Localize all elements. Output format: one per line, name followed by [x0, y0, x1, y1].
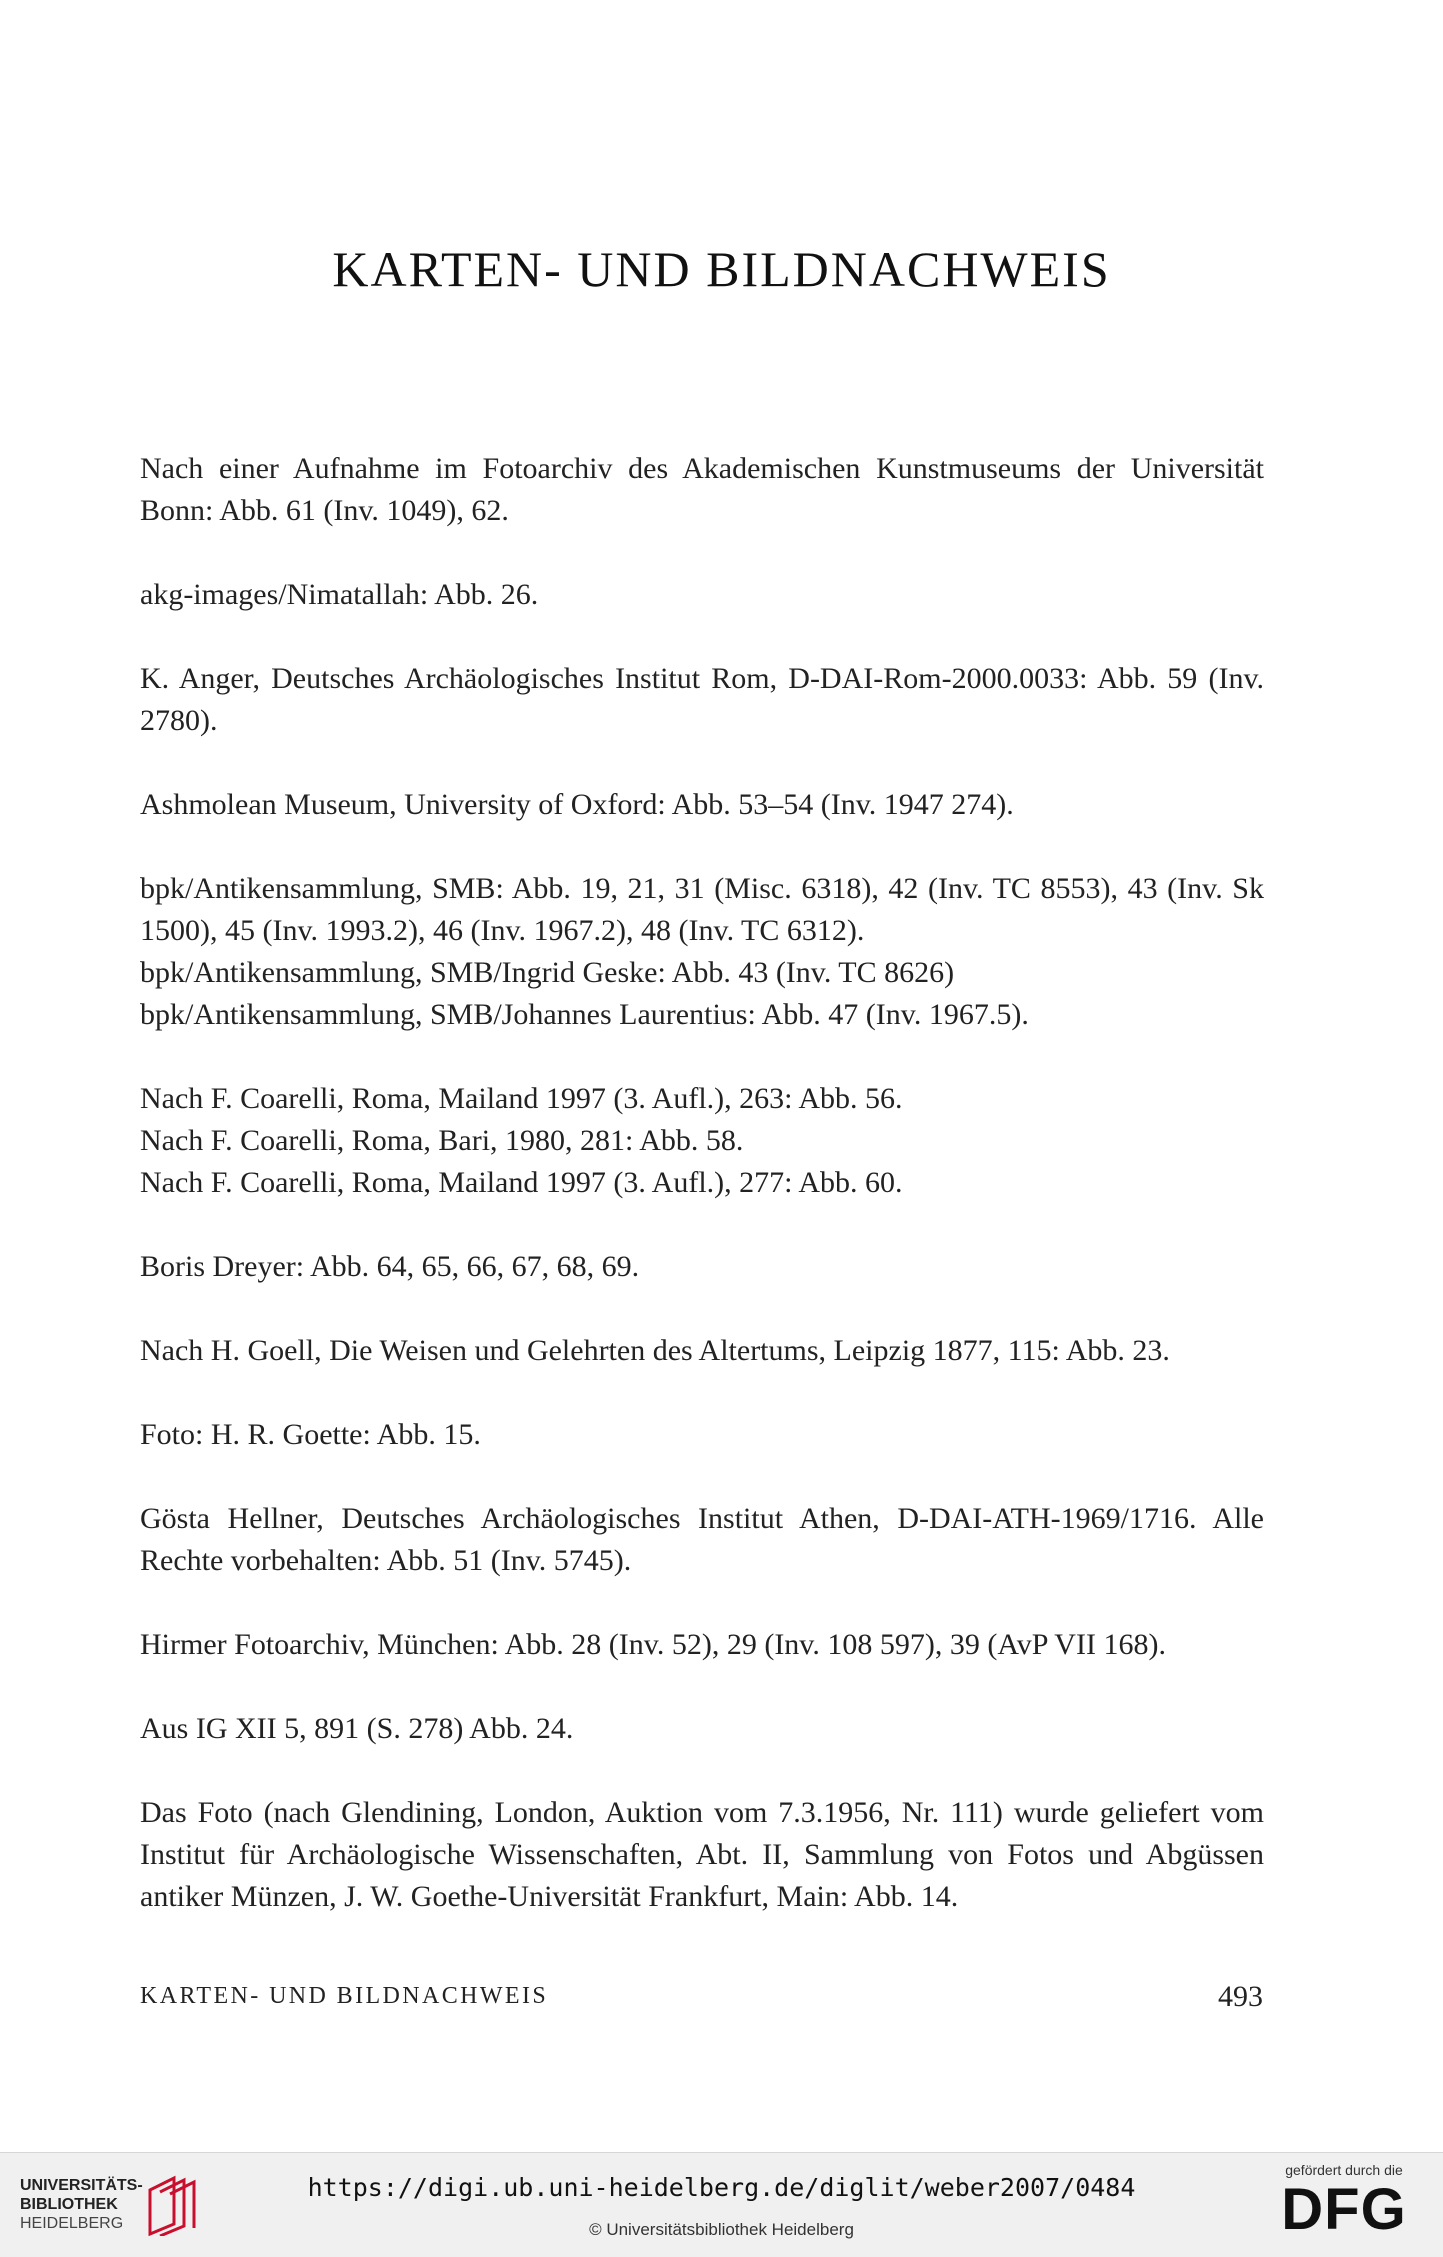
credit-line: Bonn: Abb. 61 (Inv. 1049), 62. [140, 494, 509, 527]
credit-entry [140, 1414, 1264, 1456]
dfg-logo[interactable] [1279, 2162, 1409, 2240]
credit-line: Boris Dreyer: Abb. 64, 65, 66, 67, 68, 69. [140, 1250, 640, 1283]
credit-entry [140, 784, 1264, 826]
credit-line: Foto: H. R. Goette: Abb. 15. [140, 1418, 481, 1451]
page-url-link[interactable]: https://digi.ub.uni-heidelberg.de/diglit/weber2007/0484 [307, 2173, 1136, 2202]
credit-entry [140, 1708, 1264, 1750]
credit-entry [140, 868, 1264, 1036]
library-logo-line3: HEIDELBERG [20, 2215, 124, 2232]
credit-line: bpk/Antikensammlung, SMB/Johannes Laurentius: Abb. 47 (Inv. 1967.5). [140, 998, 1029, 1031]
credits-list [140, 448, 1264, 1960]
credit-entry [140, 1246, 1264, 1288]
credit-line: Nach F. Coarelli, Roma, Mailand 1997 (3. Aufl.), 263: Abb. 56. [140, 1082, 903, 1115]
credit-line: Das Foto (nach Glendining, London, Auktion vom 7.3.1956, Nr. 111) wurde geliefert vom [140, 1796, 1264, 1829]
credit-line: 2780). [140, 704, 218, 737]
page-number: 493 [1218, 1980, 1263, 2013]
credit-entry [140, 574, 1264, 616]
credit-line: K. Anger, Deutsches Archäologisches Institut Rom, D-DAI-Rom-2000.0033: Abb. 59 (Inv. [140, 662, 1264, 695]
credit-line: 1500), 45 (Inv. 1993.2), 46 (Inv. 1967.2), 48 (Inv. TC 6312). [140, 914, 865, 947]
dfg-logo-text: DFG [1281, 2177, 1407, 2242]
funder-note: gefördert durch die [1285, 2162, 1403, 2178]
library-logo-line1: UNIVERSITÄTS- [20, 2177, 143, 2194]
credit-line: Institut für Archäologische Wissenschaften, Abt. II, Sammlung von Fotos und Abgüssen [140, 1838, 1264, 1871]
credit-entry [140, 1498, 1264, 1582]
credit-line: bpk/Antikensammlung, SMB/Ingrid Geske: Abb. 43 (Inv. TC 8626) [140, 956, 955, 989]
credit-line: Nach F. Coarelli, Roma, Mailand 1997 (3. Aufl.), 277: Abb. 60. [140, 1166, 903, 1199]
credit-entry [140, 1792, 1264, 1918]
credit-entry [140, 1624, 1264, 1666]
credit-entry [140, 658, 1264, 742]
credit-entry [140, 1078, 1264, 1204]
credit-line: Nach einer Aufnahme im Fotoarchiv des Akademischen Kunstmuseums der Universität [140, 452, 1264, 485]
credit-entry [140, 448, 1264, 532]
copyright-notice: © Universitätsbibliothek Heidelberg [589, 2220, 854, 2239]
page-title: KARTEN- UND BILDNACHWEIS [332, 241, 1111, 297]
credit-line: antiker Münzen, J. W. Goethe-Universität Frankfurt, Main: Abb. 14. [140, 1880, 959, 1913]
credit-line: Nach H. Goell, Die Weisen und Gelehrten des Altertums, Leipzig 1877, 115: Abb. 23. [140, 1334, 1170, 1367]
viewer-bar [0, 2152, 1443, 2257]
credit-line: Aus IG XII 5, 891 (S. 278) Abb. 24. [140, 1712, 574, 1745]
credit-line: Nach F. Coarelli, Roma, Bari, 1980, 281: Abb. 58. [140, 1124, 744, 1157]
credit-line: Hirmer Fotoarchiv, München: Abb. 28 (Inv. 52), 29 (Inv. 108 597), 39 (AvP VII 168). [140, 1628, 1166, 1661]
credit-line: bpk/Antikensammlung, SMB: Abb. 19, 21, 31 (Misc. 6318), 42 (Inv. TC 8553), 43 (Inv. Sk [140, 872, 1264, 905]
credit-line: Rechte vorbehalten: Abb. 51 (Inv. 5745). [140, 1544, 632, 1577]
credit-line: akg-images/Nimatallah: Abb. 26. [140, 578, 539, 611]
running-footer: KARTEN- UND BILDNACHWEIS [140, 1983, 549, 2009]
library-logo-line2: BIBLIOTHEK [20, 2196, 118, 2213]
credit-line: Ashmolean Museum, University of Oxford: Abb. 53–54 (Inv. 1947 274). [140, 788, 1014, 821]
credit-entry [140, 1330, 1264, 1372]
credit-line: Gösta Hellner, Deutsches Archäologisches Institut Athen, D-DAI-ATH-1969/1716. Alle [140, 1502, 1264, 1535]
